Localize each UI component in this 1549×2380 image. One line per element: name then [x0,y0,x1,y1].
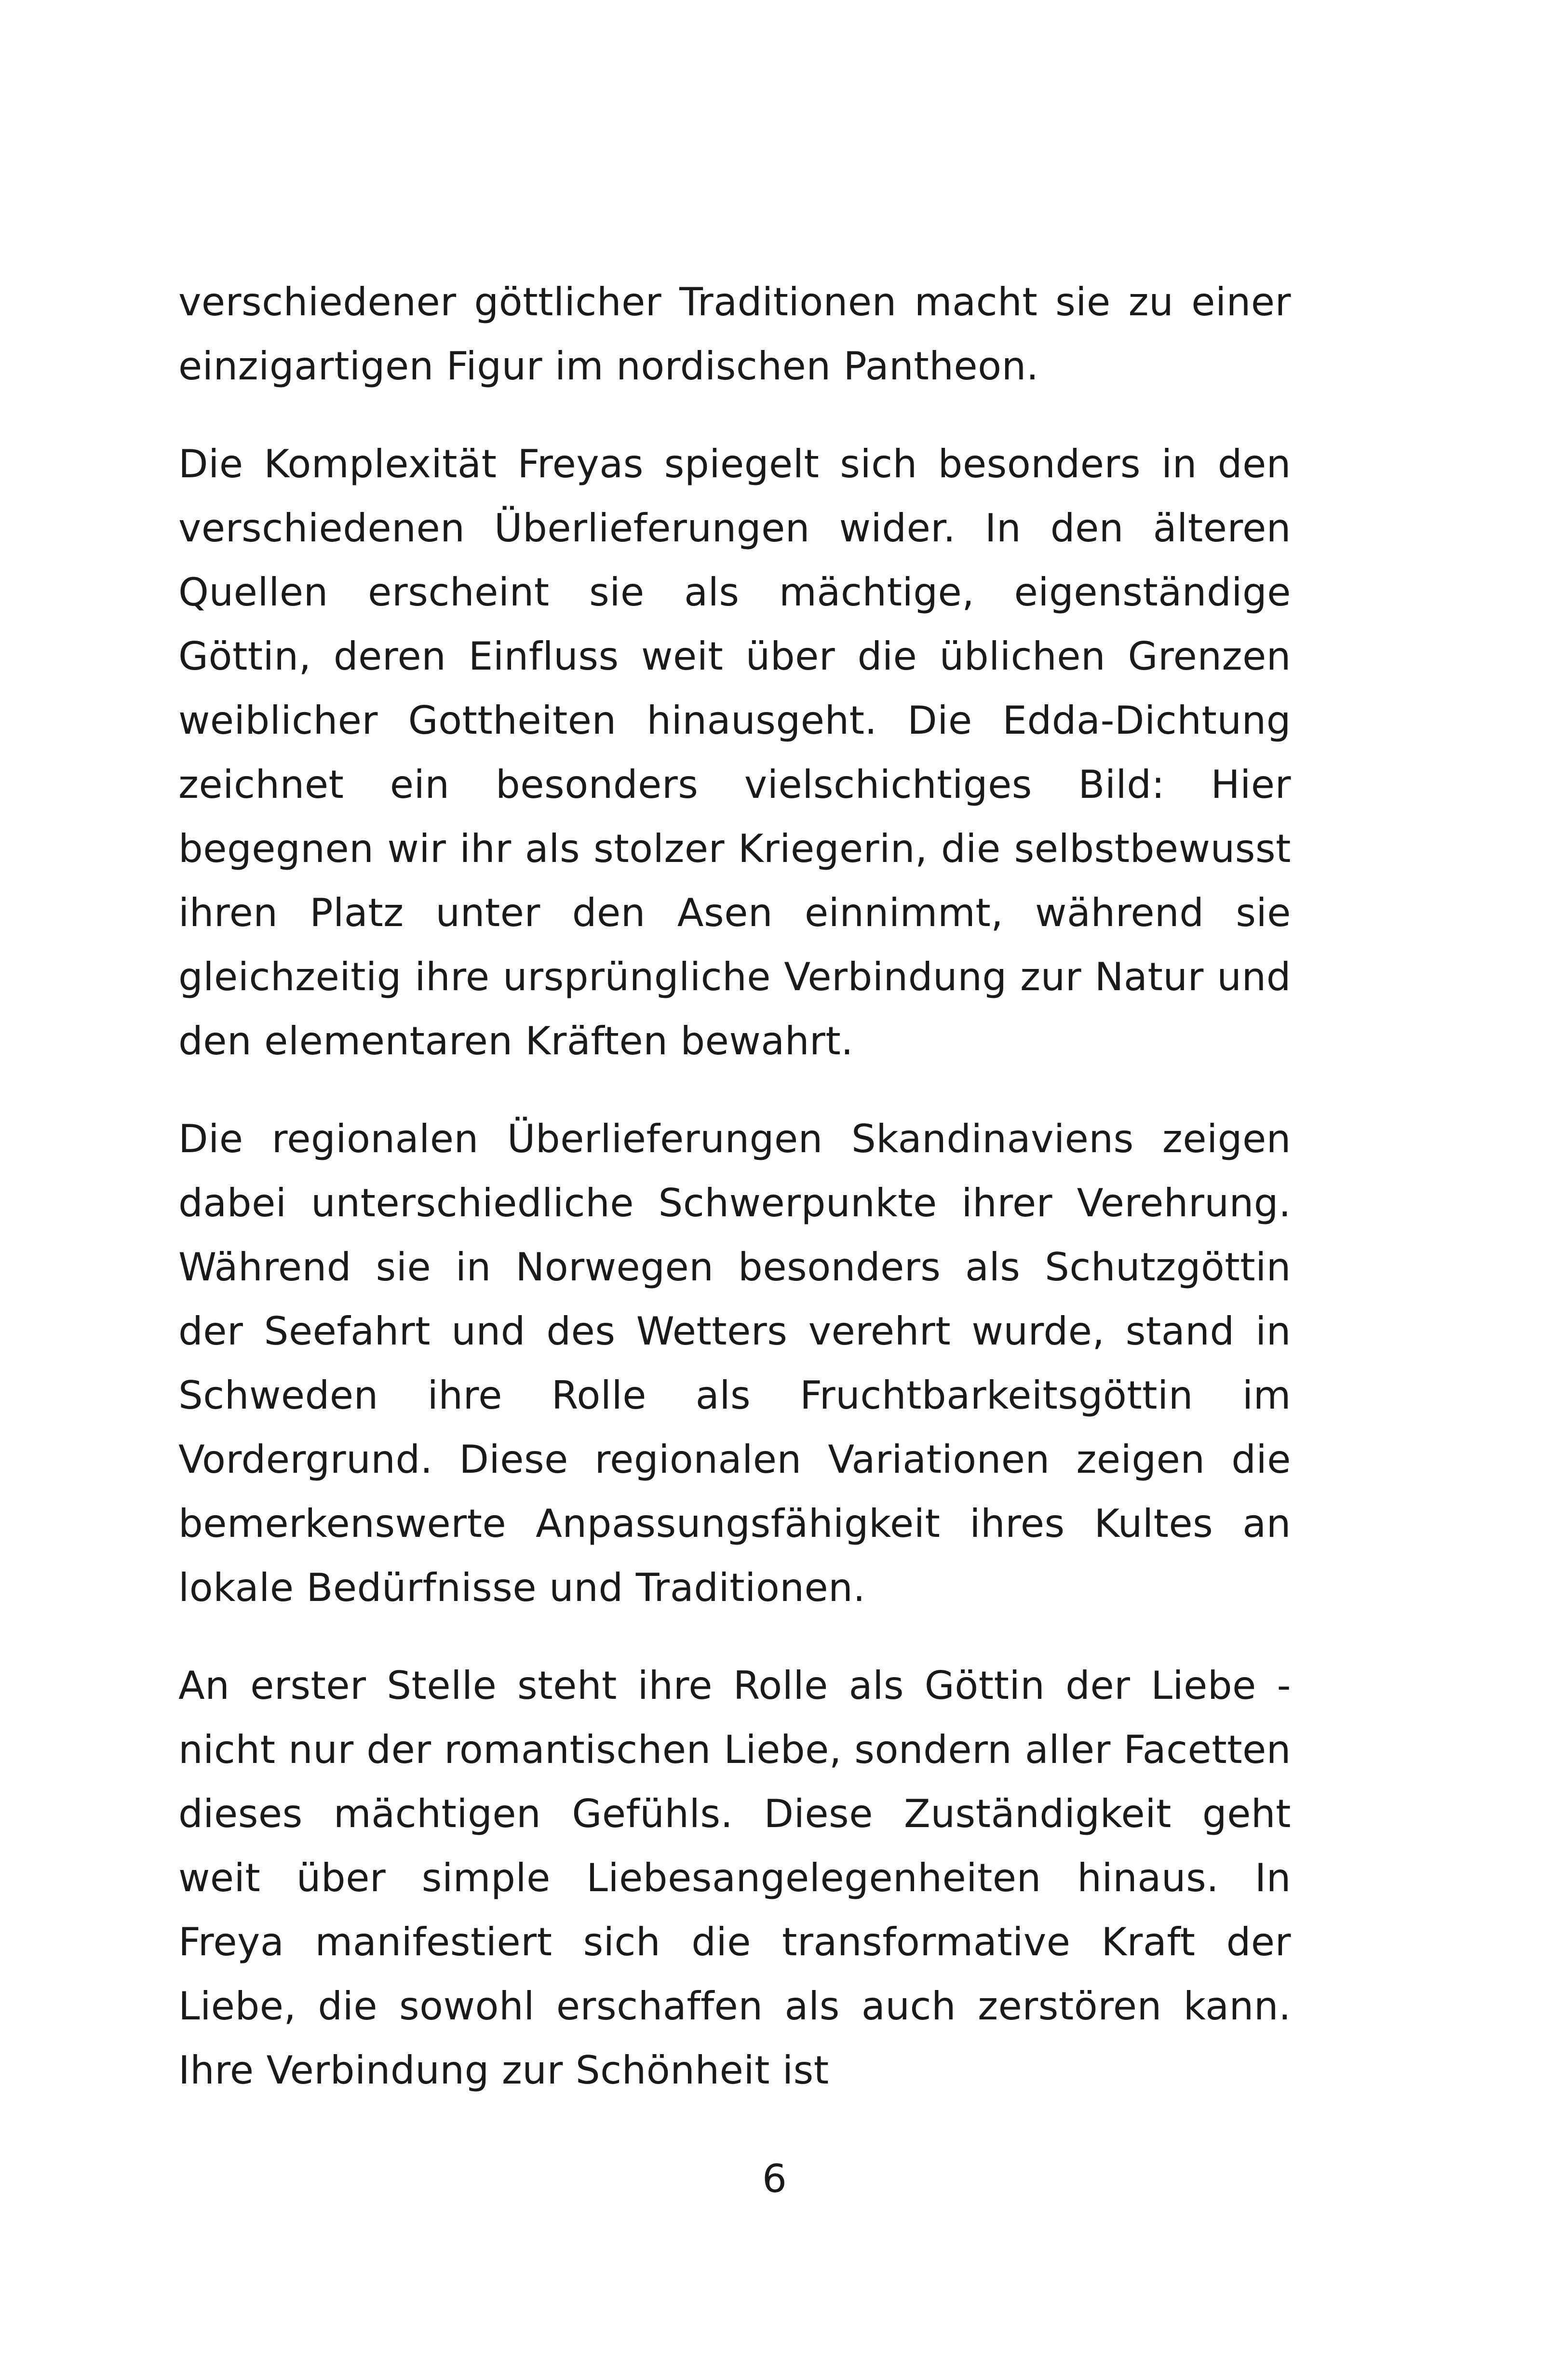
paragraph-continuation: verschiedener göttlicher Traditionen macht sie zu einer einzigartigen Figur im nordischen Pantheon. [178,280,1291,389]
page-number: 6 [762,2156,787,2201]
paragraph-komplexitaet: Die Komplexität Freyas spiegelt sich besonders in den verschiedenen Überlieferungen wider. In den älteren Quellen erscheint sie als mächtige, eigenständige Göttin, deren Einfluss weit über die üblichen Grenzen weiblicher Gottheiten hinausgeht. Die Edda-Dichtung zeichnet ein besonders vielschichtiges Bild: Hier begegnen wir ihr als stolzer Kriegerin, die selbstbewusst ihren Platz unter den Asen einnimmt, während sie gleichzeitig ihre ursprüngliche Verbindung zur Natur und den elementaren Kräften bewahrt. [178,442,1291,1063]
paragraph-goettin-der-liebe: An erster Stelle steht ihre Rolle als Göttin der Liebe - nicht nur der romantischen Liebe, sondern aller Facetten dieses mächtigen Gefühls. Diese Zuständigkeit geht weit über simple Liebesangelegenheiten hinaus. In Freya manifestiert sich die transformative Kraft der Liebe, die sowohl erschaffen als auch zerstören kann. Ihre Verbindung zur Schönheit ist [178,1663,1291,2093]
body-text [178,270,1291,2136]
paragraph-regionale-ueberlieferungen: Die regionalen Überlieferungen Skandinaviens zeigen dabei unterschiedliche Schwerpunkte ihrer Verehrung. Während sie in Norwegen besonders als Schutzgöttin der Seefahrt und des Wetters verehrt wurde, stand in Schweden ihre Rolle als Fruchtbarkeitsgöttin im Vordergrund. Diese regionalen Variationen zeigen die bemerkenswerte Anpassungsfähigkeit ihres Kultes an lokale Bedürfnisse und Traditionen. [178,1116,1291,1610]
